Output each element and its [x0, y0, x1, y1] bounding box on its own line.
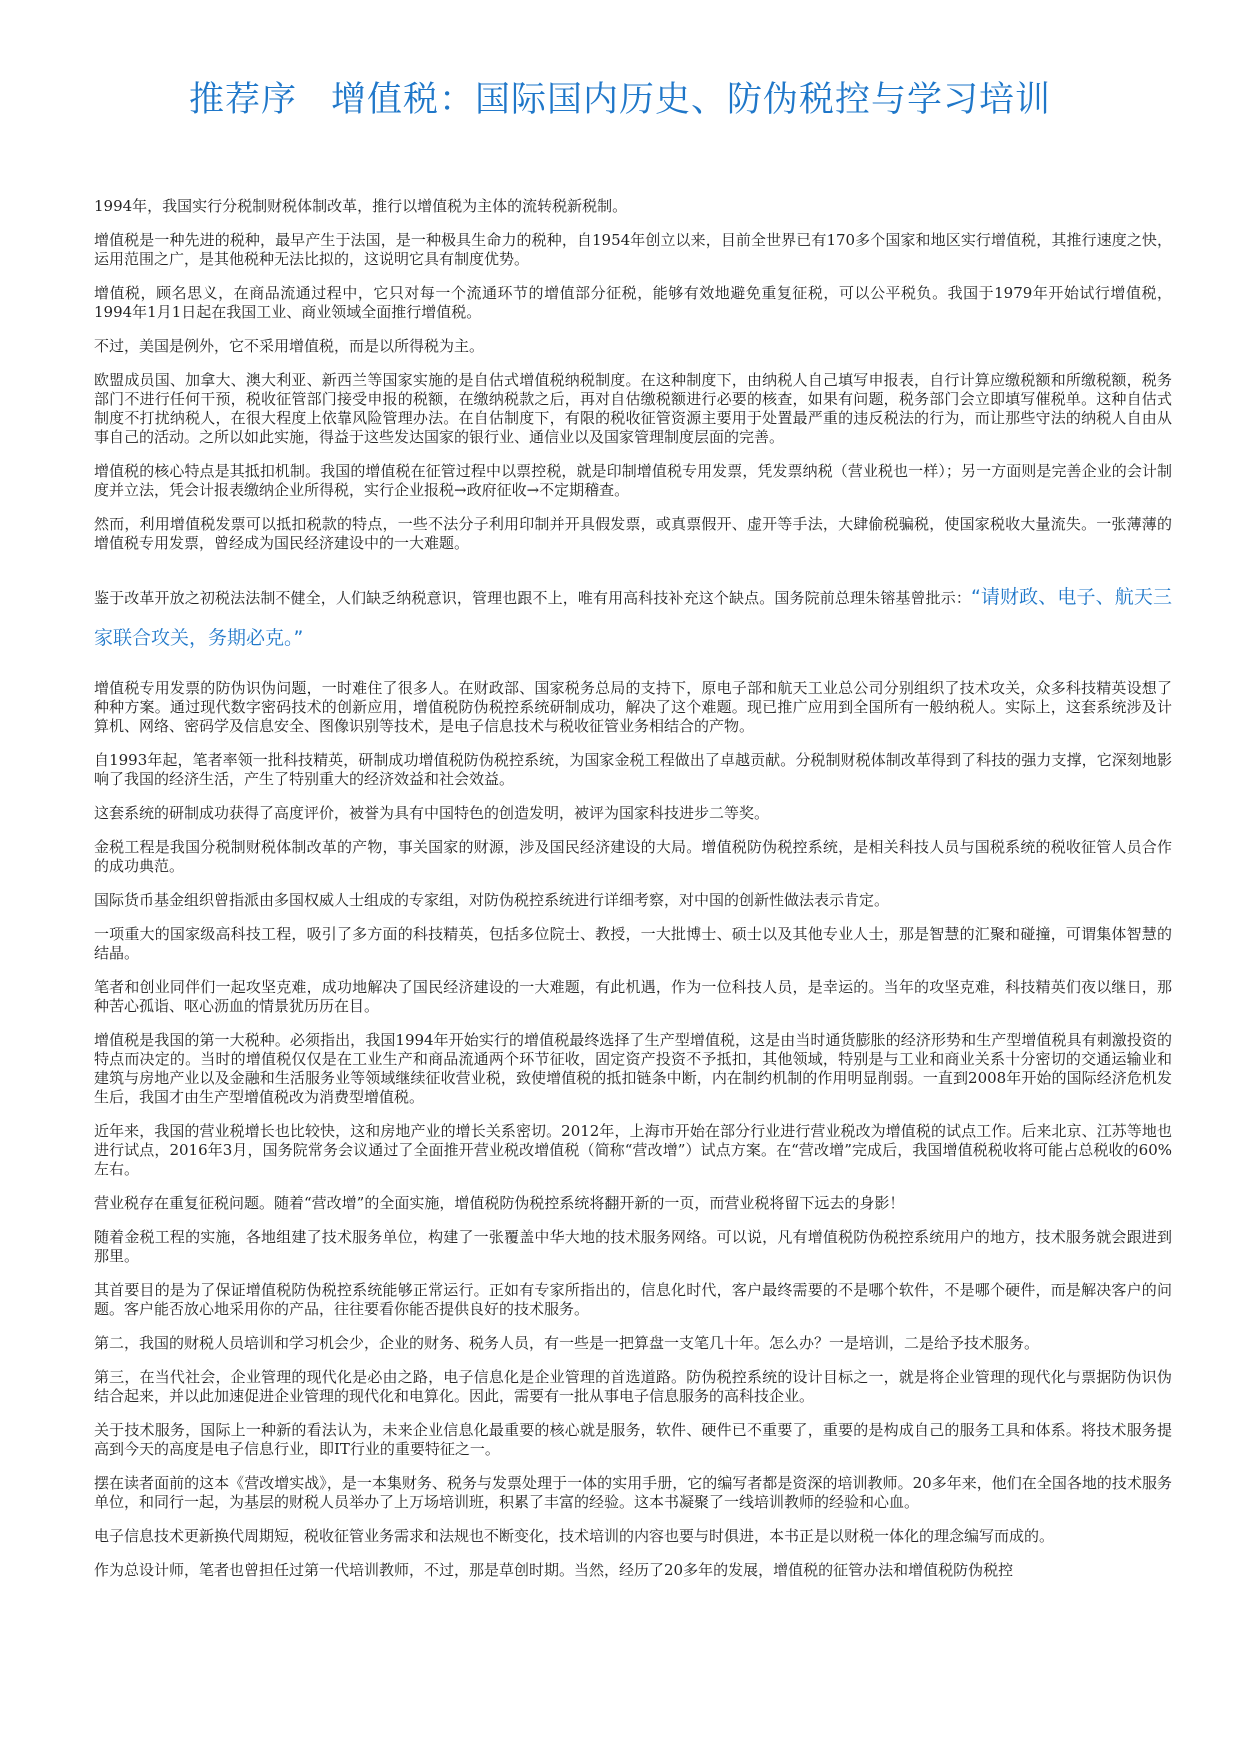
paragraph: 然而，利用增值税发票可以抵扣税款的特点，一些不法分子利用印制并开具假发票，或真票假开、虚开等手法，大肆偷税骗税，使国家税收大量流失。一张薄薄的增值税专用发票，曾经成为国民经济建设中的一大难题。	[94, 515, 1172, 552]
paragraph: 自1993年起，笔者率领一批科技精英，研制成功增值税防伪税控系统，为国家金税工程做出了卓越贡献。分税制财税体制改革得到了科技的强力支撑，它深刻地影响了我国的经济生活，产生了特别重大的经济效益和社会效益。	[94, 751, 1172, 788]
paragraph: 摆在读者面前的这本《营改增实战》，是一本集财务、税务与发票处理于一体的实用手册，它的编写者都是资深的培训教师。20多年来，他们在全国各地的技术服务单位，和同行一起，为基层的财税人员举办了上万场培训班，积累了丰富的经验。这本书凝聚了一线培训教师的经验和心血。	[94, 1474, 1172, 1511]
title-prefix: 推荐序	[188, 80, 297, 120]
paragraph: 营业税存在重复征税问题。随着“营改增”的全面实施，增值税防伪税控系统将翻开新的一页，而营业税将留下远去的身影！	[94, 1194, 905, 1212]
paragraph: 增值税的核心特点是其抵扣机制。我国的增值税在征管过程中以票控税，就是印制增值税专用发票，凭发票纳税（营业税也一样）；另一方面则是完善企业的会计制度并立法，凭会计报表缴纳企业所得税，实行企业报税→政府征收→不定期稽查。	[94, 462, 1172, 499]
paragraph: 欧盟成员国、加拿大、澳大利亚、新西兰等国家实施的是自估式增值税纳税制度。在这种制度下，由纳税人自己填写申报表，自行计算应缴税额和所缴税额，税务部门不进行任何干预，税收征管部门接受申报的税额，在缴纳税款之后，再对自估缴税额进行必要的核查，如果有问题，税务部门会立即填写催税单。这种自估式制度不打扰纳税人，在很大程度上依靠风险管理办法。在自估制度下，有限的税收征管资源主要用于处置最严重的违反税法的行为，而让那些守法的纳税人自由从事自己的活动。之所以如此实施，得益于这些发达国家的银行业、通信业以及国家管理制度层面的完善。	[94, 371, 1172, 446]
paragraph: 国际货币基金组织曾指派由多国权威人士组成的专家组，对防伪税控系统进行详细考察，对中国的创新性做法表示肯定。	[94, 891, 890, 909]
paragraph: 电子信息技术更新换代周期短，税收征管业务需求和法规也不断变化，技术培训的内容也要与时俱进，本书正是以财税一体化的理念编写而成的。	[94, 1527, 1055, 1545]
paragraph: 一项重大的国家级高科技工程，吸引了多方面的科技精英，包括多位院士、教授，一大批博士、硕士以及其他专业人士，那是智慧的汇聚和碰撞，可谓集体智慧的结晶。	[94, 925, 1172, 962]
paragraph: 笔者和创业同伴们一起攻坚克难，成功地解决了国民经济建设的一大难题，有此机遇，作为一位科技人员，是幸运的。当年的攻坚克难，科技精英们夜以继日，那种苦心孤诣、呕心沥血的情景犹历历在目。	[94, 978, 1172, 1015]
paragraph: 增值税，顾名思义，在商品流通过程中，它只对每一个流通环节的增值部分征税，能够有效地避免重复征税，可以公平税负。我国于1979年开始试行增值税，1994年1月1日起在我国工业、商业领域全面推行增值税。	[94, 284, 1172, 321]
paragraph: 不过，美国是例外，它不采用增值税，而是以所得税为主。	[94, 337, 485, 355]
page-title	[0, 72, 1240, 122]
paragraph: 其首要目的是为了保证增值税防伪税控系统能够正常运行。正如有专家所指出的，信息化时代，客户最终需要的不是哪个软件，不是哪个硬件，而是解决客户的问题。客户能否放心地采用你的产品，往往要看你能否提供良好的技术服务。	[94, 1281, 1172, 1318]
paragraph: 第二，我国的财税人员培训和学习机会少，企业的财务、税务人员，有一些是一把算盘一支笔几十年。怎么办？一是培训，二是给予技术服务。	[94, 1334, 1040, 1352]
paragraph: 随着金税工程的实施，各地组建了技术服务单位，构建了一张覆盖中华大地的技术服务网络。可以说，凡有增值税防伪税控系统用户的地方，技术服务就会跟进到那里。	[94, 1228, 1172, 1265]
title-main: 增值税：国际国内历史、防伪税控与学习培训	[331, 80, 1052, 120]
paragraph: 第三，在当代社会，企业管理的现代化是必由之路，电子信息化是企业管理的首选道路。防伪税控系统的设计目标之一，就是将企业管理的现代化与票据防伪识伪结合起来，并以此加速促进企业管理的现代化和电算化。因此，需要有一批从事电子信息服务的高科技企业。	[94, 1368, 1172, 1405]
paragraph: 增值税是一种先进的税种，最早产生于法国，是一种极具生命力的税种，自1954年创立以来，目前全世界已有170多个国家和地区实行增值税，其推行速度之快，运用范围之广，是其他税种无法比拟的，这说明它具有制度优势。	[94, 231, 1172, 268]
paragraph: 增值税专用发票的防伪识伪问题，一时难住了很多人。在财政部、国家税务总局的支持下，原电子部和航天工业总公司分别组织了技术攻关，众多科技精英设想了种种方案。通过现代数字密码技术的创新应用，增值税防伪税控系统研制成功，解决了这个难题。现已推广应用到全国所有一般纳税人。实际上，这套系统涉及计算机、网络、密码学及信息安全、图像识别等技术，是电子信息技术与税收征管业务相结合的产物。	[94, 679, 1172, 735]
paragraph: 关于技术服务，国际上一种新的看法认为，未来企业信息化最重要的核心就是服务，软件、硬件已不重要了，重要的是构成自己的服务工具和体系。将技术服务提高到今天的高度是电子信息行业，即IT行业的重要特征之一。	[94, 1421, 1172, 1458]
highlighted-quote: “请财政、电子、航天三家联合攻关，务期必克。”	[94, 586, 1172, 649]
paragraph: 金税工程是我国分税制财税体制改革的产物，事关国家的财源，涉及国民经济建设的大局。增值税防伪税控系统，是相关科技人员与国税系统的税收征管人员合作的成功典范。	[94, 838, 1172, 875]
paragraph: 作为总设计师，笔者也曾担任过第一代培训教师，不过，那是草创时期。当然，经历了20多年的发展，增值税的征管办法和增值税防伪税控	[94, 1561, 1014, 1579]
paragraph: 1994年，我国实行分税制财税体制改革，推行以增值税为主体的流转税新税制。	[94, 197, 628, 215]
paragraph: 增值税是我国的第一大税种。必须指出，我国1994年开始实行的增值税最终选择了生产型增值税，这是由当时通货膨胀的经济形势和生产型增值税具有刺激投资的特点而决定的。当时的增值税仅仅是在工业生产和商品流通两个环节征收，固定资产投资不予抵扣，其他领域，特别是与工业和商业关系十分密切的交通运输业和建筑与房地产业以及金融和生活服务业等领域继续征收营业税，致使增值税的抵扣链条中断，内在制约机制的作用明显削弱。一直到2008年开始的国际经济危机发生后，我国才由生产型增值税改为消费型增值税。	[94, 1031, 1172, 1106]
article-body	[94, 197, 1172, 1595]
paragraph: 这套系统的研制成功获得了高度评价，被誉为具有中国特色的创造发明，被评为国家科技进步二等奖。	[94, 804, 770, 822]
paragraph: 近年来，我国的营业税增长也比较快，这和房地产业的增长关系密切。2012年，上海市开始在部分行业进行营业税改为增值税的试点工作。后来北京、江苏等地也进行试点，2016年3月，国务院常务会议通过了全面推开营业税改增值税（简称“营改增”）试点方案。在“营改增”完成后，我国增值税税收将可能占总税收的60%左右。	[94, 1122, 1172, 1178]
quote-paragraph	[94, 577, 1172, 659]
quote-lead: 鉴于改革开放之初税法法制不健全，人们缺乏纳税意识，管理也跟不上，唯有用高科技补充这个缺点。国务院前总理朱镕基曾批示：	[94, 589, 971, 607]
